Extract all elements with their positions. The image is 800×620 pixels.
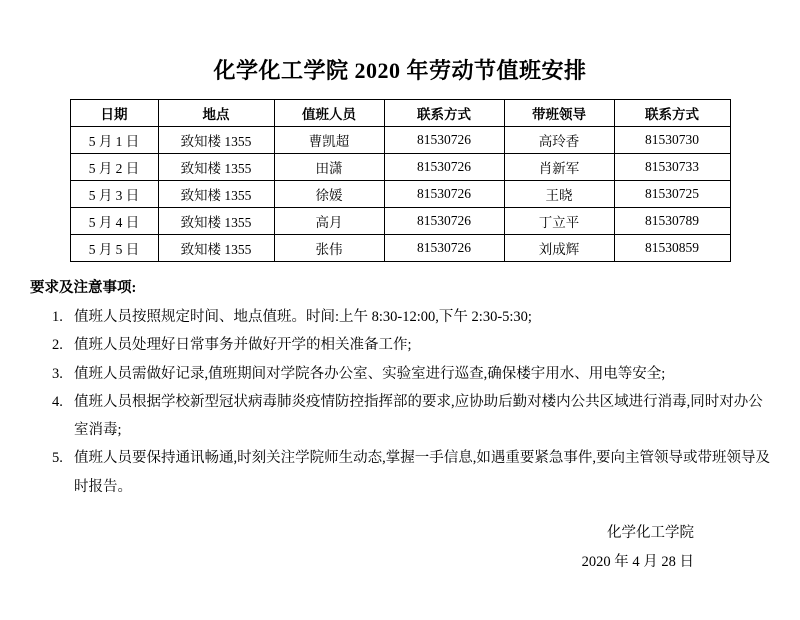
table-cell: 高月 [274,208,384,235]
table-cell: 81530730 [614,127,730,154]
note-number: 4. [52,393,63,410]
signature-org: 化学化工学院 [607,524,694,541]
note-number: 5. [52,450,63,467]
table-cell: 81530726 [384,208,504,235]
table-header-cell: 联系方式 [384,100,504,127]
note-number: 3. [52,365,63,382]
note-text: 值班人员需做好记录,值班期间对学院各办公室、实验室进行巡查,确保楼宇用水、用电等安全; [74,365,666,382]
table-row [70,181,730,208]
table-cell: 致知楼 1355 [158,208,274,235]
note-number: 1. [52,309,63,325]
table-cell: 81530859 [614,235,730,262]
table-cell: 81530726 [384,154,504,181]
table-cell: 肖新军 [504,154,614,181]
table-header-cell: 地点 [158,100,274,127]
note-text: 值班人员处理好日常事务并做好开学的相关准备工作; [74,337,412,354]
table-cell: 5 月 2 日 [70,154,158,181]
table-header-row [70,100,730,127]
table-header-cell: 联系方式 [614,100,730,127]
table-cell: 王晓 [504,181,614,208]
table-header-cell: 带班领导 [504,100,614,127]
note-text: 值班人员要保持通讯畅通,时刻关注学院师生动态,掌握一手信息,如遇重要紧急事件,要向主管领导或带班领导及时报告。 [74,450,770,495]
table-cell: 5 月 1 日 [70,127,158,154]
note-text: 值班人员按照规定时间、地点值班。时间:上午 8:30-12:00,下午 2:30-5:30; [74,309,532,325]
table-row [70,127,730,154]
table-cell: 5 月 4 日 [70,208,158,235]
signature-date: 2020 年 4 月 28 日 [581,553,694,570]
note-item [28,444,772,501]
table-cell: 致知楼 1355 [158,127,274,154]
table-header-cell: 日期 [70,100,158,127]
table-header-cell: 值班人员 [274,100,384,127]
table-cell: 81530733 [614,154,730,181]
note-item [28,331,772,359]
table-cell: 田潇 [274,154,384,181]
table-cell: 致知楼 1355 [158,181,274,208]
table-cell: 5 月 3 日 [70,181,158,208]
duty-schedule-table [70,99,731,262]
table-cell: 81530725 [614,181,730,208]
note-item [28,388,772,445]
note-text: 值班人员根据学校新型冠状病毒肺炎疫情防控指挥部的要求,应协助后勤对楼内公共区域进行消毒,同时对办公室消毒; [74,393,763,439]
table-cell: 刘成辉 [504,235,614,262]
note-number: 2. [52,337,63,354]
table-cell: 81530726 [384,235,504,262]
table-cell: 致知楼 1355 [158,154,274,181]
note-item [28,303,772,331]
table-cell: 致知楼 1355 [158,235,274,262]
note-item [28,360,772,388]
table-cell: 81530726 [384,181,504,208]
table-cell: 张伟 [274,235,384,262]
table-row [70,208,730,235]
table-cell: 81530726 [384,127,504,154]
page-title: 化学化工学院 2020 年劳动节值班安排 [213,58,587,83]
table-row [70,154,730,181]
table-cell: 5 月 5 日 [70,235,158,262]
table-cell: 高玲香 [504,127,614,154]
notes-list [28,303,772,501]
table-cell: 曹凯超 [274,127,384,154]
document-page [0,54,800,620]
table-row [70,235,730,262]
table-cell: 丁立平 [504,208,614,235]
table-cell: 81530789 [614,208,730,235]
signature-block [28,519,772,577]
table-cell: 徐媛 [274,181,384,208]
notes-heading: 要求及注意事项: [30,280,137,296]
